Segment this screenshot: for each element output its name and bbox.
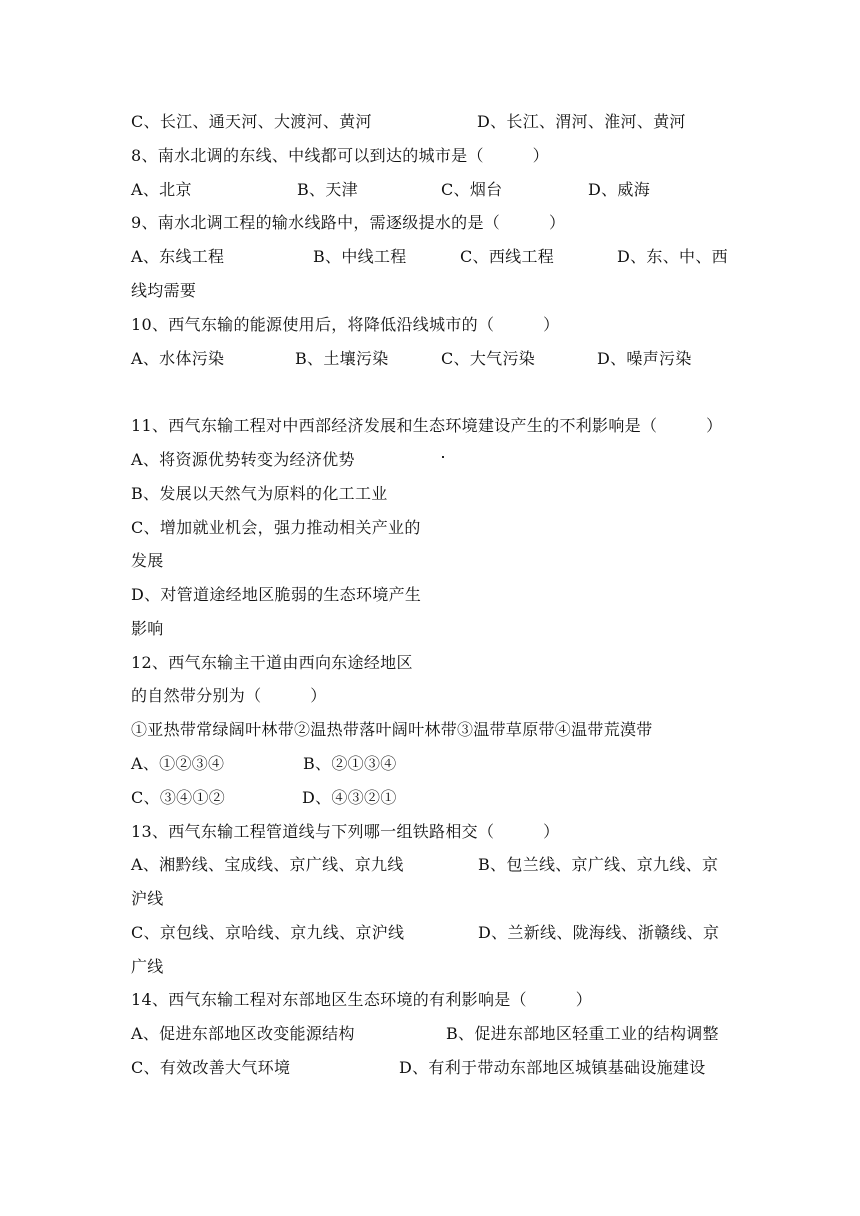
q12-items: ①亚热带常绿阔叶林带②温热带落叶阔叶林带③温带草原带④温带荒漠带 [131, 720, 653, 739]
q14-option-c: C、有效改善大气环境 [131, 1058, 291, 1077]
q9-option-d: D、东、中、西 [617, 247, 728, 266]
q11-option-c-continued: 发展 [131, 551, 164, 570]
q8-stem: 8、南水北调的东线、中线都可以到达的城市是（ ） [131, 146, 549, 165]
q12-stem-continued: 的自然带分别为（ ） [131, 686, 327, 705]
q8-option-b: B、天津 [297, 180, 358, 199]
q9-option-d-continued: 线均需要 [131, 281, 197, 300]
q13-option-d-continued: 广线 [131, 957, 164, 976]
q7-option-d: D、长江、渭河、淮河、黄河 [477, 112, 686, 131]
q14-option-b: B、促进东部地区轻重工业的结构调整 [446, 1024, 719, 1043]
q12-option-d: D、④③②① [302, 788, 397, 807]
q10-stem: 10、西气东输的能源使用后，将降低沿线城市的（ ） [131, 315, 560, 334]
q13-option-a: A、湘黔线、宝成线、京广线、京九线 [131, 855, 404, 874]
q13-option-b: B、包兰线、京广线、京九线、京 [478, 855, 719, 874]
q8-option-c: C、烟台 [441, 180, 503, 199]
q12-option-a: A、①②③④ [131, 754, 225, 773]
q13-option-c: C、京包线、京哈线、京九线、京沪线 [131, 923, 405, 942]
stray-dot-mark [442, 456, 444, 458]
q10-option-b: B、土壤污染 [295, 349, 389, 368]
q8-option-a: A、北京 [131, 180, 192, 199]
q9-option-a: A、东线工程 [131, 247, 225, 266]
q9-option-b: B、中线工程 [313, 247, 407, 266]
q13-option-d: D、兰新线、陇海线、浙赣线、京 [478, 923, 720, 942]
q11-option-b: B、发展以天然气为原料的化工工业 [131, 484, 388, 503]
q13-stem: 13、西气东输工程管道线与下列哪一组铁路相交（ ） [131, 822, 560, 841]
q11-option-c: C、增加就业机会，强力推动相关产业的 [131, 518, 421, 537]
q9-option-c: C、西线工程 [460, 247, 555, 266]
q12-stem: 12、西气东输主干道由西向东途经地区 [131, 653, 413, 672]
q11-stem: 11、西气东输工程对中西部经济发展和生态环境建设产生的不利影响是（ ） [131, 416, 723, 435]
q11-option-a: A、将资源优势转变为经济优势 [131, 450, 355, 469]
q9-stem: 9、南水北调工程的输水线路中，需逐级提水的是（ ） [131, 213, 566, 232]
q11-option-d-continued: 影响 [131, 619, 164, 638]
q10-option-d: D、噪声污染 [597, 349, 692, 368]
q12-option-b: B、②①③④ [303, 754, 397, 773]
q13-option-b-continued: 沪线 [131, 889, 164, 908]
q14-option-a: A、促进东部地区改变能源结构 [131, 1024, 355, 1043]
q14-stem: 14、西气东输工程对东部地区生态环境的有利影响是（ ） [131, 990, 593, 1009]
q8-option-d: D、威海 [588, 180, 651, 199]
q12-option-c: C、③④①② [131, 788, 226, 807]
q10-option-c: C、大气污染 [441, 349, 536, 368]
q7-option-c: C、长江、通天河、大渡河、黄河 [131, 112, 372, 131]
q11-option-d: D、对管道途经地区脆弱的生态环境产生 [131, 585, 422, 604]
q10-option-a: A、水体污染 [131, 349, 225, 368]
q14-option-d: D、有利于带动东部地区城镇基础设施建设 [399, 1058, 706, 1077]
